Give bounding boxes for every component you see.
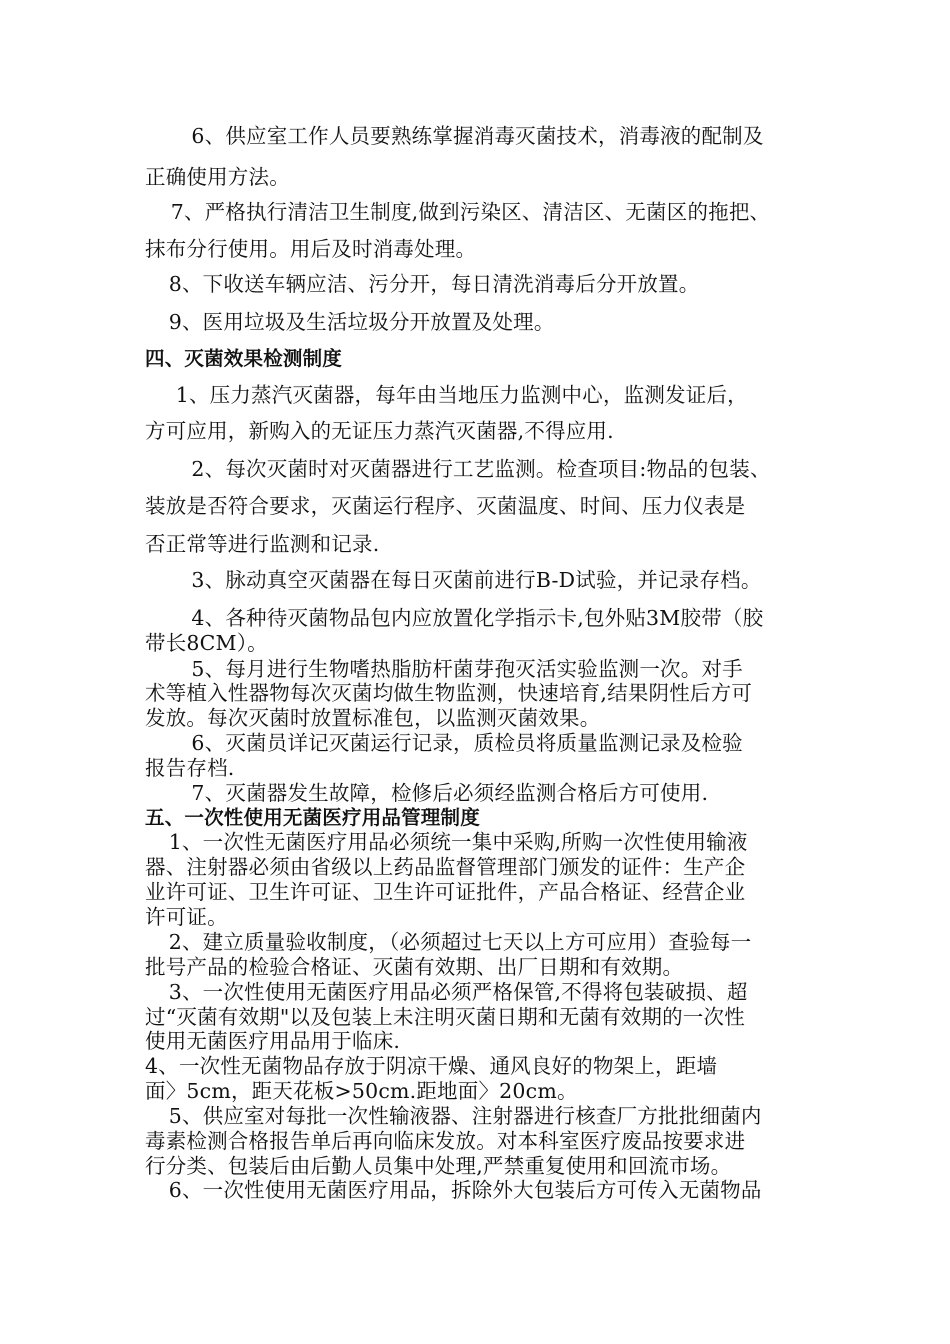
section-heading: 五、一次性使用无菌医疗用品管理制度 bbox=[145, 806, 480, 829]
text-line: 5、每月进行生物嗜热脂肪杆菌芽孢灭活实验监测一次。对手 bbox=[150, 657, 743, 681]
text-line: 方可应用，新购入的无证压力蒸汽灭菌器,不得应用. bbox=[145, 419, 614, 443]
text-line: 正确使用方法。 bbox=[145, 165, 290, 189]
text-line: 4、一次性无菌物品存放于阴凉干燥、通风良好的物架上，距墙 bbox=[145, 1054, 718, 1078]
section-heading: 四、灭菌效果检测制度 bbox=[145, 347, 343, 370]
text-line: 过“灭菌有效期"以及包装上未注明灭菌日期和无菌有效期的一次性 bbox=[145, 1005, 745, 1029]
text-line: 2、建立质量验收制度，（必须超过七天以上方可应用）查验每一 bbox=[148, 930, 752, 954]
text-line: 6、供应室工作人员要熟练掌握消毒灭菌技术，消毒液的配制及 bbox=[150, 124, 764, 148]
text-line: 9、医用垃圾及生活垃圾分开放置及处理。 bbox=[148, 310, 555, 334]
text-line: 业许可证、卫生许可证、卫生许可证批件，产品合格证、经营企业 bbox=[145, 880, 746, 904]
text-line: 2、每次灭菌时对灭菌器进行工艺监测。检查项目:物品的包装、 bbox=[150, 457, 771, 481]
text-line: 术等植入性器物每次灭菌均做生物监测，快速培育,结果阴性后方可 bbox=[145, 681, 753, 705]
text-line: 7、严格执行清洁卫生制度,做到污染区、清洁区、无菌区的拖把、 bbox=[150, 200, 771, 224]
text-line: 1、一次性无菌医疗用品必须统一集中采购,所购一次性使用输液 bbox=[148, 830, 748, 854]
text-line: 否正常等进行监测和记录. bbox=[145, 532, 380, 556]
text-line: 3、脉动真空灭菌器在每日灭菌前进行B-D试验，并记录存档。 bbox=[150, 568, 762, 592]
text-line: 装放是否符合要求，灭菌运行程序、灭菌温度、时间、压力仪表是 bbox=[145, 494, 746, 518]
text-line: 抹布分行使用。用后及时消毒处理。 bbox=[145, 237, 477, 261]
text-line: 批号产品的检验合格证、灭菌有效期、出厂日期和有效期。 bbox=[145, 955, 684, 979]
text-line: 6、灭菌员详记灭菌运行记录，质检员将质量监测记录及检验 bbox=[150, 731, 743, 755]
text-line: 8、下收送车辆应洁、污分开，每日清洗消毒后分开放置。 bbox=[148, 272, 700, 296]
text-line: 1、压力蒸汽灭菌器，每年由当地压力监测中心，监测发证后， bbox=[155, 383, 748, 407]
text-line: 4、各种待灭菌物品包内应放置化学指示卡,包外贴3M胶带（胶 bbox=[150, 606, 764, 630]
text-line: 使用无菌医疗用品用于临床. bbox=[145, 1029, 401, 1053]
text-line: 毒素检测合格报告单后再向临床发放。对本科室医疗废品按要求进 bbox=[145, 1129, 746, 1153]
text-line: 器、注射器必须由省级以上药品监督管理部门颁发的证件：生产企 bbox=[145, 855, 746, 879]
text-line: 报告存档. bbox=[145, 756, 235, 780]
text-line: 7、灭菌器发生故障，检修后必须经监测合格后方可使用. bbox=[150, 781, 709, 805]
text-line: 发放。每次灭菌时放置标准包，以监测灭菌效果。 bbox=[145, 706, 601, 730]
text-line: 许可证。 bbox=[145, 905, 228, 929]
text-line: 面〉5cm，距天花板>50cm.距地面〉20cm。 bbox=[145, 1079, 578, 1103]
text-line: 带长8CM）。 bbox=[145, 631, 268, 655]
text-line: 6、一次性使用无菌医疗用品，拆除外大包装后方可传入无菌物品 bbox=[148, 1178, 762, 1202]
text-line: 行分类、包装后由后勤人员集中处理,严禁重复使用和回流市场。 bbox=[145, 1154, 732, 1178]
text-line: 3、一次性使用无菌医疗用品必须严格保管,不得将包装破损、超 bbox=[148, 980, 748, 1004]
text-line: 5、供应室对每批一次性输液器、注射器进行核查厂方批批细菌内 bbox=[148, 1104, 762, 1128]
